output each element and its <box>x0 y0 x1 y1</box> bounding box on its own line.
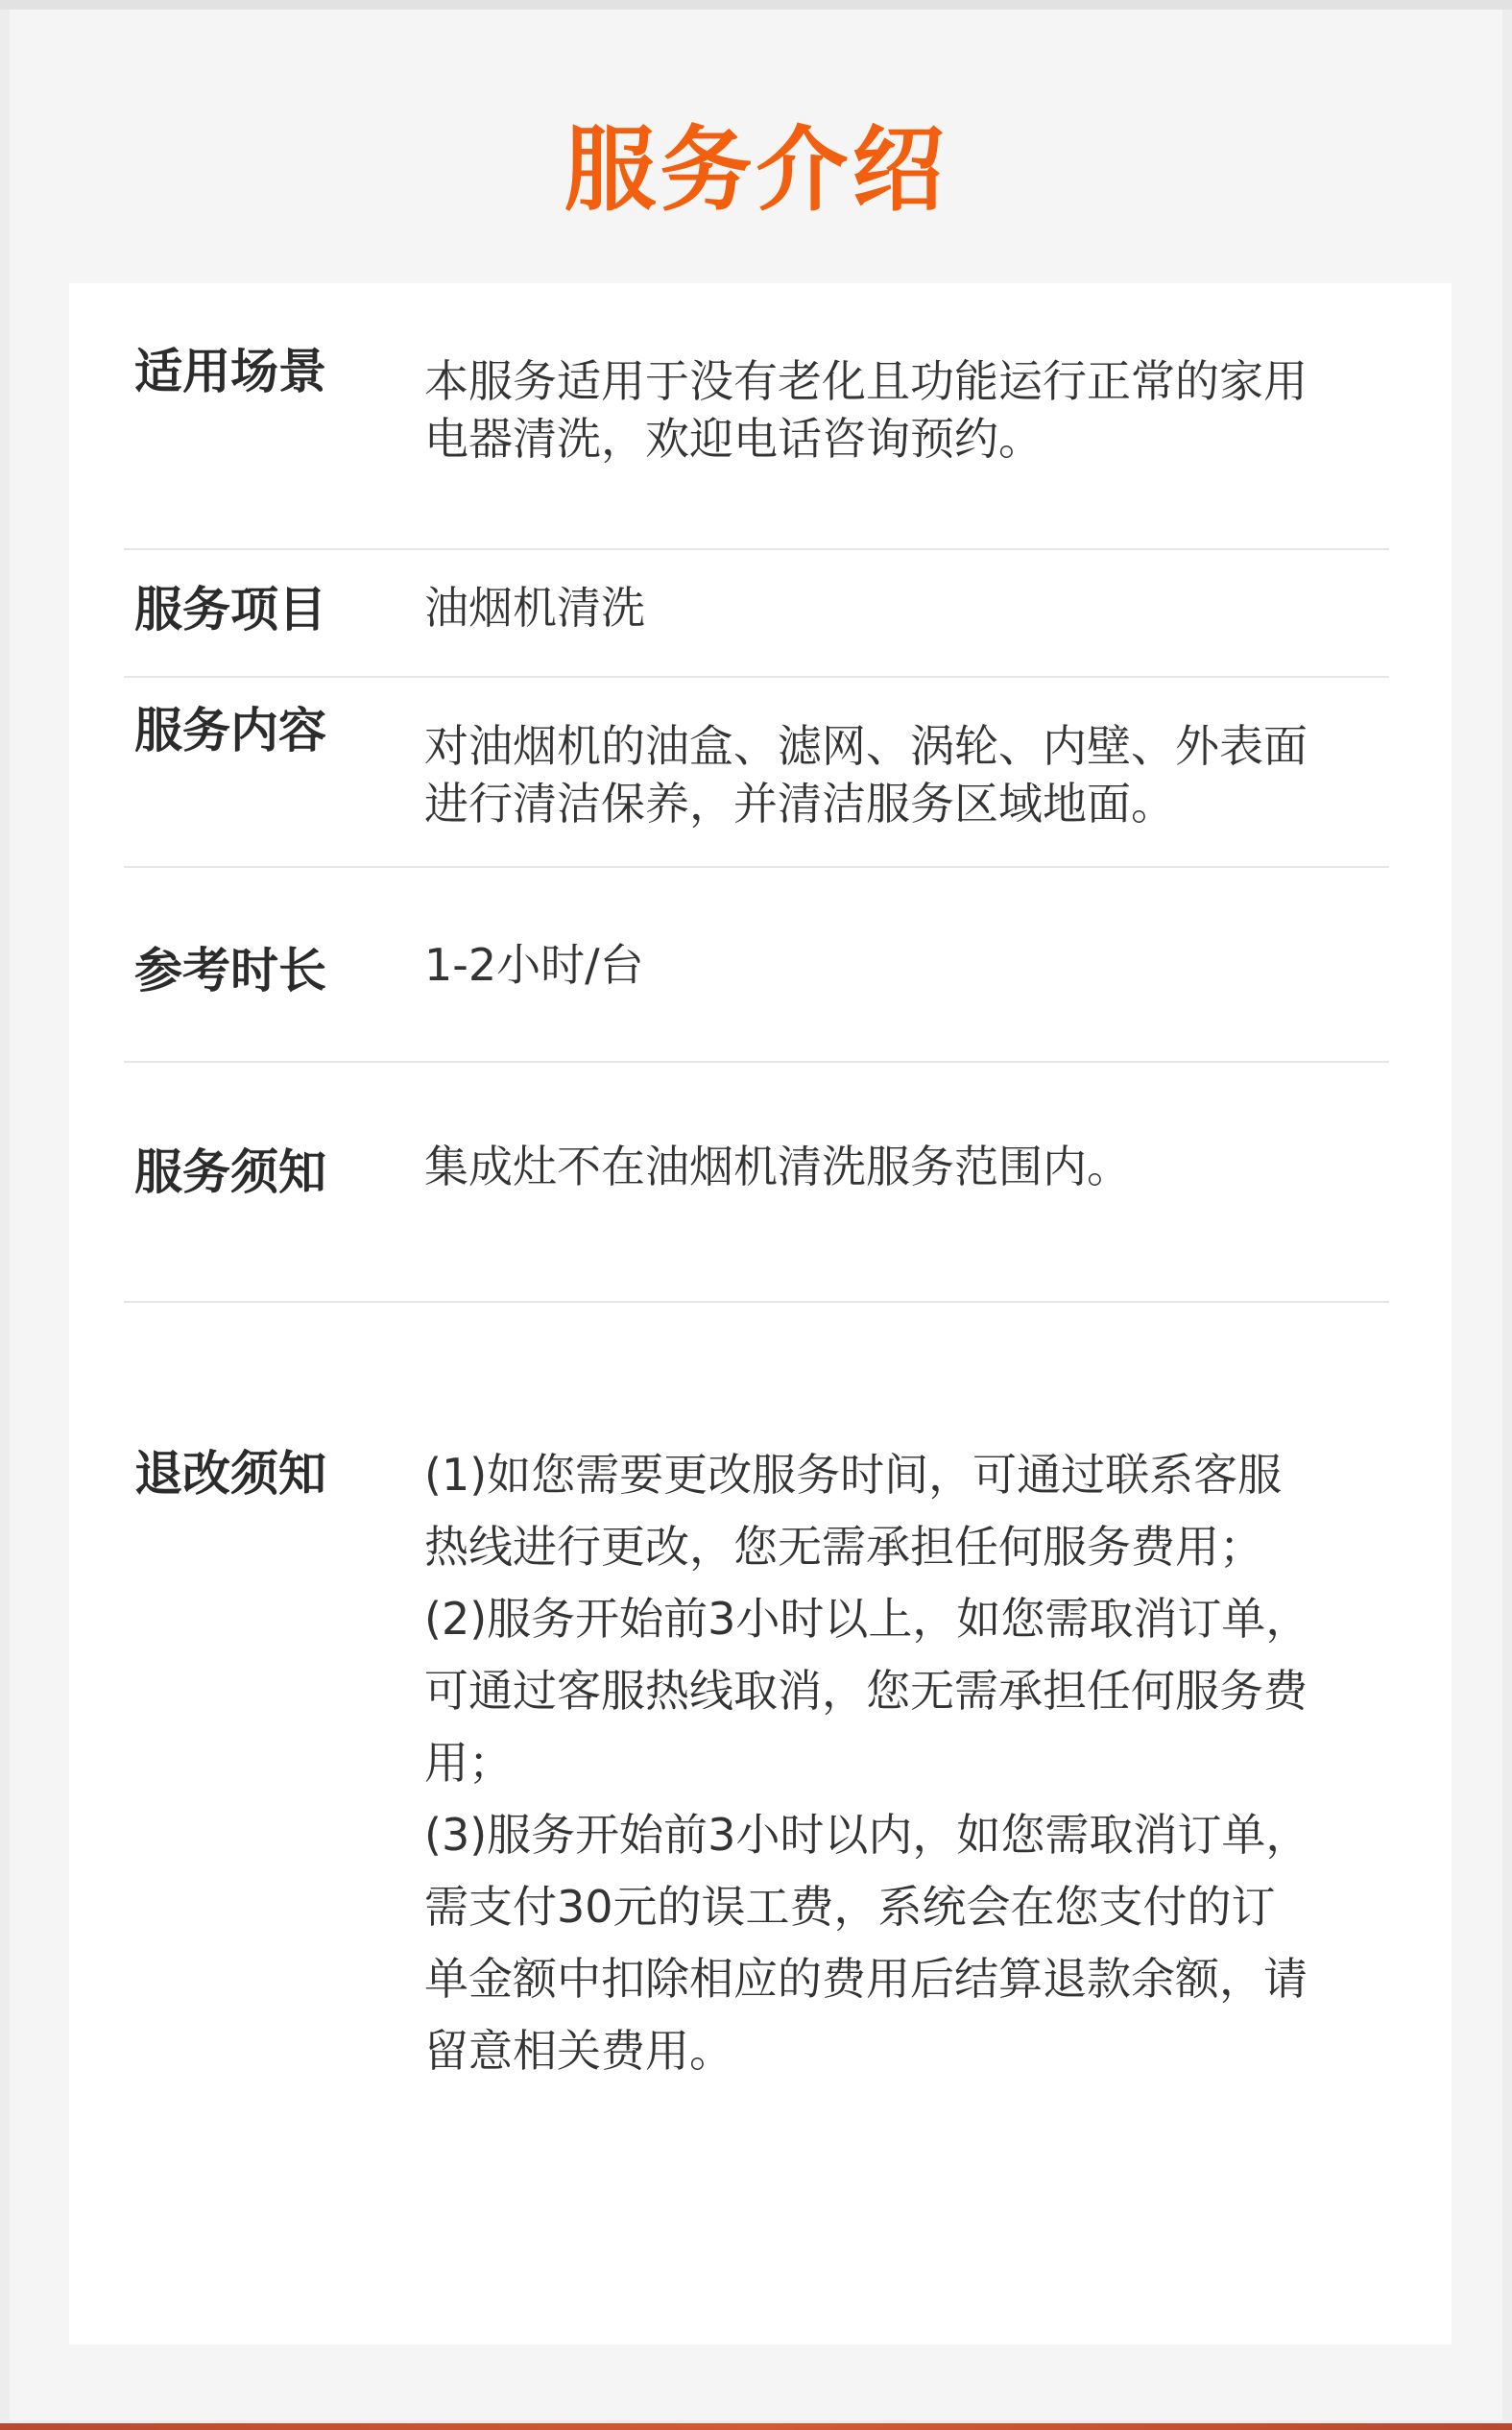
value-line: 留意相关费用。 <box>424 2025 733 2077</box>
row-label-content: 服务内容 <box>134 703 326 758</box>
value-line: 热线进行更改，您无需承担任何服务费用； <box>424 1521 1263 1573</box>
row-value-refund <box>424 1439 1394 2087</box>
top-band <box>0 0 1512 10</box>
bottom-accent-bar <box>0 2423 1512 2430</box>
row-value-duration <box>424 936 1394 994</box>
value-line: (2)服务开始前3小时以上，如您需取消订单， <box>424 1593 1310 1645</box>
row-label-duration: 参考时长 <box>134 943 326 998</box>
value-line: 集成灶不在油烟机清洗服务范围内。 <box>424 1141 1131 1192</box>
divider <box>124 1061 1389 1063</box>
value-line: 对油烟机的油盒、滤网、涡轮、内壁、外表面 <box>424 720 1308 772</box>
row-value-scenario <box>424 352 1394 468</box>
value-line: 电器清洗，欢迎电话咨询预约。 <box>424 413 1043 465</box>
value-line: 进行清洁保养，并清洁服务区域地面。 <box>424 778 1175 830</box>
divider <box>124 548 1389 550</box>
value-line: 本服务适用于没有老化且功能运行正常的家用 <box>424 355 1308 407</box>
divider <box>124 866 1389 868</box>
value-line: 1-2小时/台 <box>424 939 644 991</box>
page-title: 服务介绍 <box>564 116 948 224</box>
value-line: 可通过客服热线取消，您无需承担任何服务费 <box>424 1665 1308 1717</box>
divider <box>124 676 1389 678</box>
row-label-refund: 退改须知 <box>134 1446 326 1502</box>
row-label-item: 服务项目 <box>134 582 326 638</box>
value-line: (1)如您需要更改服务时间，可通过联系客服 <box>424 1449 1283 1501</box>
row-value-item <box>424 579 1394 637</box>
value-line: 油烟机清洗 <box>424 582 645 634</box>
row-value-notice <box>424 1138 1394 1195</box>
row-value-content <box>424 717 1394 832</box>
divider <box>124 1301 1389 1303</box>
value-line: (3)服务开始前3小时以内，如您需取消订单， <box>424 1809 1310 1861</box>
row-label-notice: 服务须知 <box>134 1144 326 1200</box>
row-label-scenario: 适用场景 <box>134 344 326 399</box>
value-line: 用； <box>424 1737 513 1789</box>
value-line: 需支付30元的误工费，系统会在您支付的订 <box>424 1881 1276 1933</box>
value-line: 单金额中扣除相应的费用后结算退款余额，请 <box>424 1953 1308 2005</box>
service-info-card <box>69 283 1452 2345</box>
